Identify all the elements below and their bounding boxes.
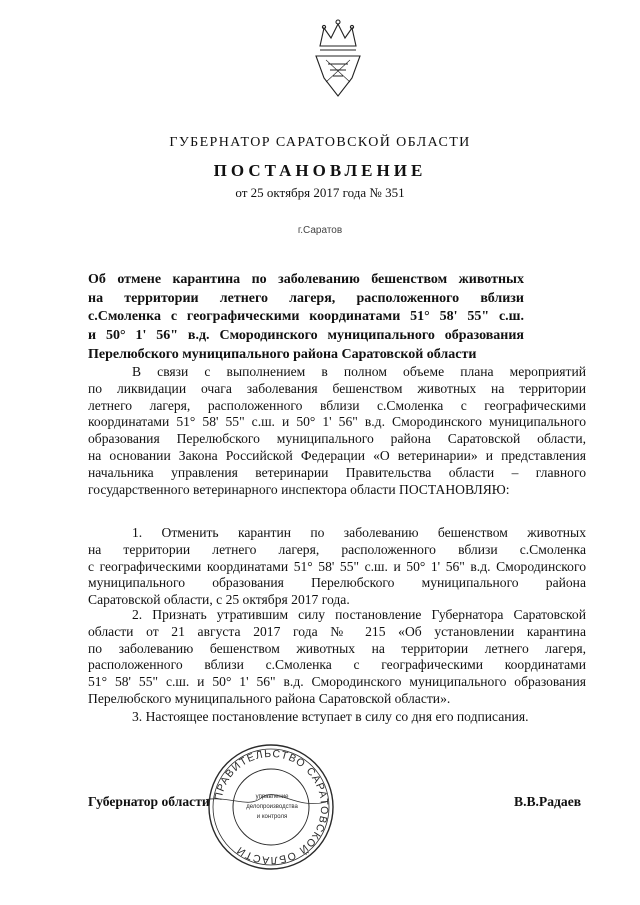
document-type: ПОСТАНОВЛЕНИЕ — [213, 161, 427, 180]
item-2-paragraph — [88, 607, 586, 708]
title-line: на территории летнего лагеря, расположенного вблизи — [88, 290, 524, 306]
text-line: образования Перелюбского муниципального района Саратовской области, — [88, 431, 586, 447]
text-line: 2. Признать утратившим силу постановление Губернатора Саратовской — [132, 607, 586, 622]
item-1-paragraph — [88, 525, 586, 609]
text-line: государственного ветеринарного инспектора области ПОСТАНОВЛЯЮ: — [88, 481, 510, 497]
text-line: летнего лагеря, расположенного вблизи с.Смоленка с географическими — [88, 397, 586, 413]
text-line: области от 21 августа 2017 года № 215 «Об установлении карантина — [88, 623, 586, 639]
seal-ring-text: ПРАВИТЕЛЬСТВО САРАТОВСКОЙ ОБЛАСТИ — [212, 747, 331, 867]
text-line: координатами 51° 58' 55" с.ш. и 50° 1' 56" в.д. Смородинского муниципального — [88, 414, 586, 430]
title-line: с.Смоленка с географическими координатами 51° 58' 55" с.ш. — [88, 309, 524, 325]
text-line: на основании Закона Российской Федерации «О ветеринарии» и представления — [88, 447, 586, 463]
text-line: по ликвидации очага заболевания бешенством животных на территории — [88, 380, 586, 396]
text-line: начальника управления ветеринарии Правительства области – главного — [88, 464, 586, 480]
text-line: В связи с выполнением в полном объеме плана мероприятий — [132, 364, 586, 379]
official-seal-stamp — [206, 740, 336, 875]
text-line: Перелюбского муниципального района Саратовской области». — [88, 690, 451, 706]
text-line: по заболеванию бешенством животных на территории летнего лагеря, — [88, 640, 586, 656]
document-title — [88, 271, 524, 365]
title-line: и 50° 1' 56" в.д. Смородинского муниципального образования — [88, 328, 524, 344]
title-line: Перелюбского муниципального района Саратовской области — [88, 346, 477, 362]
seal-center-line: управление — [255, 794, 289, 800]
coat-of-arms-emblem — [306, 16, 370, 102]
seal-center-line: делопроизводства — [246, 804, 298, 810]
signer-name: В.В.Радаев — [514, 794, 582, 809]
seal-center-line: и контроля — [256, 814, 288, 820]
preamble-paragraph — [88, 364, 586, 498]
signer-title: Губернатор области — [88, 794, 210, 809]
document-date-number: от 25 октября 2017 года № 351 — [235, 185, 405, 200]
title-line: Об отмене карантина по заболеванию бешенством животных — [88, 272, 524, 287]
issuing-authority: ГУБЕРНАТОР САРАТОВСКОЙ ОБЛАСТИ — [169, 135, 471, 150]
item-3-paragraph — [88, 709, 586, 726]
text-line: расположенного вблизи с.Смоленка с географическими координатами — [88, 657, 586, 673]
text-line: 51° 58' 55" с.ш. и 50° 1' 56" в.д. Смородинского муниципального образования — [88, 674, 586, 690]
text-line: 3. Настоящее постановление вступает в силу со дня его подписания. — [132, 709, 529, 724]
document-city: г.Саратов — [297, 225, 343, 236]
text-line: 1. Отменить карантин по заболеванию бешенством животных — [132, 525, 586, 540]
text-line: с географическими координатами 51° 58' 55" с.ш. и 50° 1' 56" в.д. Смородинского — [88, 558, 586, 574]
text-line: муниципального образования Перелюбского муниципального района — [88, 575, 586, 591]
text-line: на территории летнего лагеря, расположенного вблизи с.Смоленка — [88, 541, 586, 557]
text-line: Саратовской области, с 25 октября 2017 года. — [88, 592, 350, 608]
